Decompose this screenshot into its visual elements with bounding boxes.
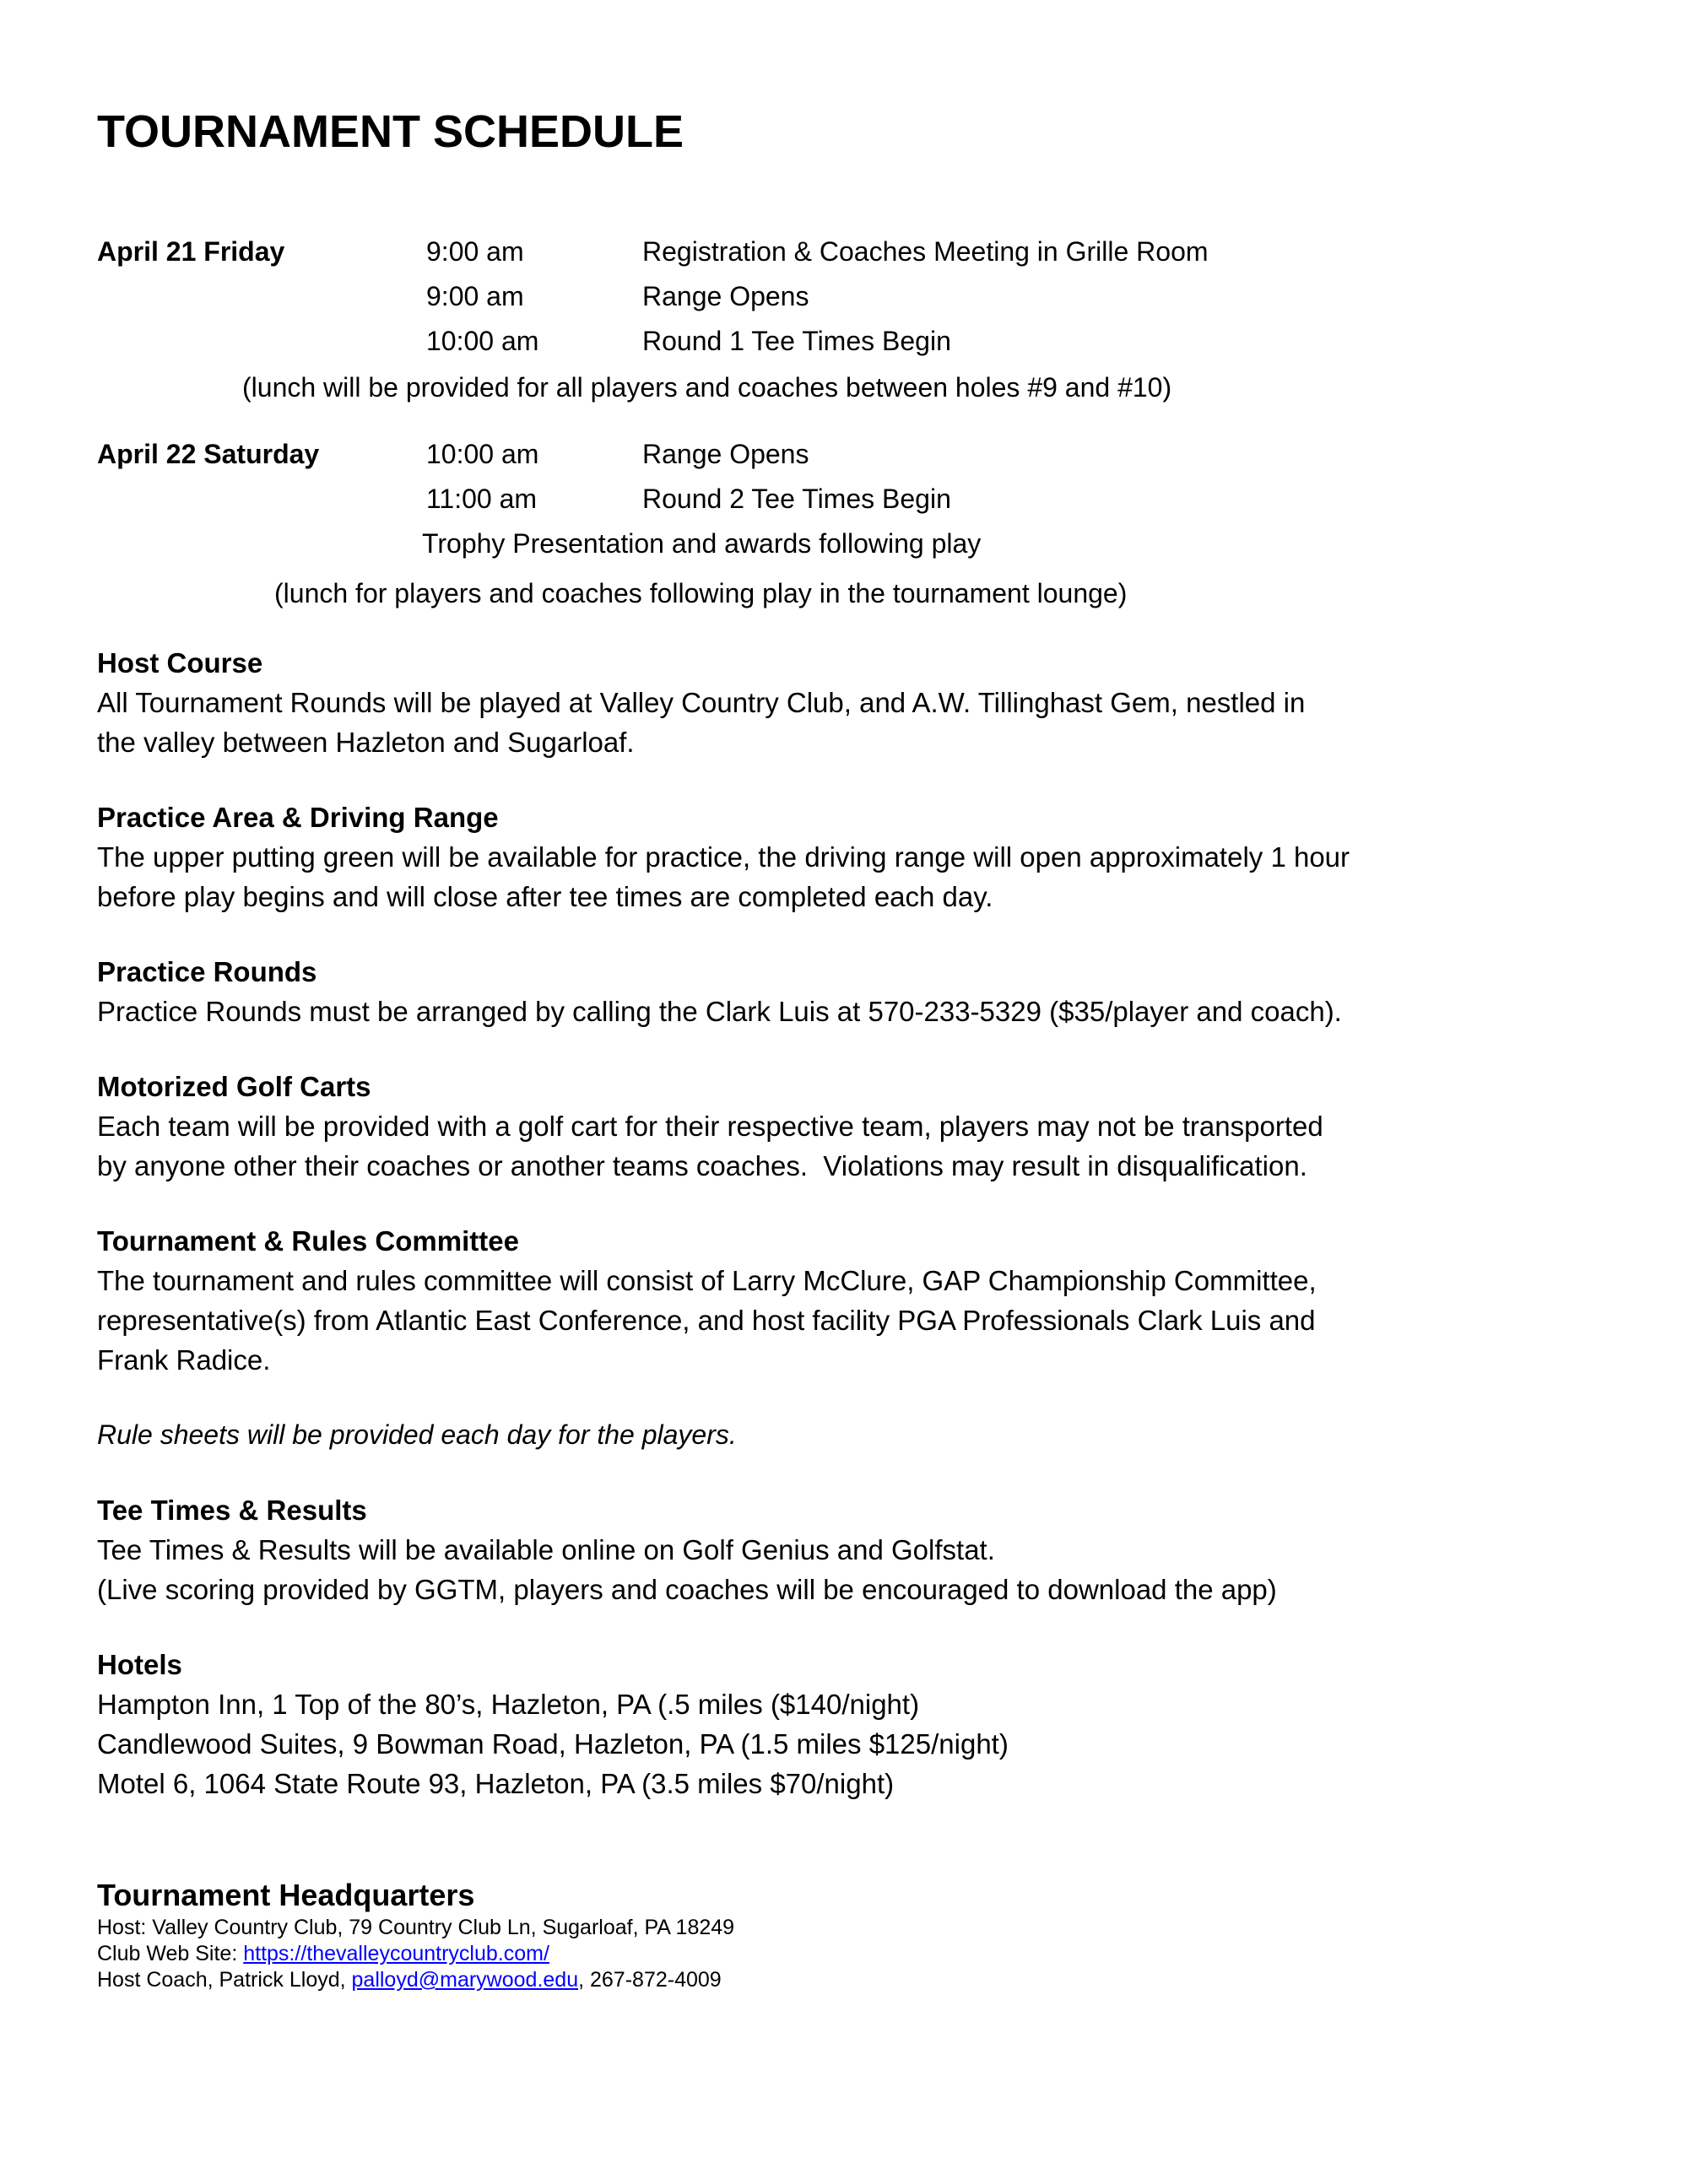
host-coach-line: [97, 1967, 1620, 1993]
section-line: Practice Rounds must be arranged by calling the Clark Luis at 570-233-5329 ($35/player and coach).: [97, 996, 1342, 1027]
section-line: Each team will be provided with a golf cart for their respective team, players may not be transported: [97, 1111, 1323, 1142]
section-line: The tournament and rules committee will consist of Larry McClure, GAP Championship Committee,: [97, 1265, 1317, 1296]
section-heading: Motorized Golf Carts: [97, 1071, 371, 1102]
time-label: 9:00 am: [426, 236, 524, 267]
time-label: 11:00 am: [426, 484, 538, 514]
day-label: [97, 274, 426, 319]
club-website-line: [97, 1941, 1620, 1967]
section-golf-carts: [97, 1067, 1620, 1186]
event-label: Range Opens: [642, 281, 809, 311]
host-coach-label: Host Coach, Patrick Lloyd,: [97, 1968, 352, 1992]
event-label: Range Opens: [642, 439, 809, 469]
section-heading: Host Course: [97, 647, 263, 678]
lunch-note: (lunch for players and coaches following play in the tournament lounge): [274, 578, 1128, 608]
section-line: by anyone other their coaches or another teams coaches. Violations may result in disqualification.: [97, 1150, 1307, 1181]
hotel-line: Motel 6, 1064 State Route 93, Hazleton, PA (3.5 miles $70/night): [97, 1768, 895, 1799]
time-label: 10:00 am: [426, 439, 539, 469]
schedule-row: [97, 274, 1620, 319]
section-line: Frank Radice.: [97, 1344, 271, 1376]
section-practice-rounds: [97, 952, 1620, 1031]
headquarters-heading: Tournament Headquarters: [97, 1878, 475, 1912]
page-title: TOURNAMENT SCHEDULE: [97, 106, 684, 157]
section-heading: Practice Area & Driving Range: [97, 802, 499, 833]
section-line: the valley between Hazleton and Sugarloaf.: [97, 727, 635, 758]
section-line: All Tournament Rounds will be played at Valley Country Club, and A.W. Tillinghast Gem, nestled in: [97, 687, 1306, 718]
section-hotels: [97, 1645, 1620, 1803]
hotel-line: Hampton Inn, 1 Top of the 80’s, Hazleton, PA (.5 miles ($140/night): [97, 1689, 920, 1720]
schedule-day-1: [97, 230, 1620, 402]
section-line: representative(s) from Atlantic East Conference, and host facility PGA Professionals Clark Luis and: [97, 1305, 1316, 1336]
section-line: The upper putting green will be available for practice, the driving range will open approximately 1 hour: [97, 841, 1350, 873]
section-host-course: [97, 643, 1620, 762]
schedule-row: [97, 432, 1620, 477]
section-heading: Practice Rounds: [97, 956, 317, 987]
club-website-label: Club Web Site:: [97, 1942, 244, 1965]
hotel-line: Candlewood Suites, 9 Bowman Road, Hazleton, PA (1.5 miles $125/night): [97, 1728, 1009, 1760]
rules-note: Rule sheets will be provided each day for the players.: [97, 1419, 737, 1450]
time-label: 9:00 am: [426, 281, 524, 311]
schedule-row: [97, 230, 1620, 274]
trophy-presentation-line: Trophy Presentation and awards following play: [422, 528, 982, 559]
section-line: (Live scoring provided by GGTM, players and coaches will be encouraged to download the app): [97, 1574, 1277, 1605]
schedule-row: [97, 319, 1620, 364]
section-line: before play begins and will close after tee times are completed each day.: [97, 881, 993, 912]
section-heading: Tournament & Rules Committee: [97, 1225, 519, 1257]
time-label: 10:00 am: [426, 326, 539, 356]
section-headquarters: [97, 1876, 1620, 1993]
club-website-link[interactable]: https://thevalleycountryclub.com/: [243, 1942, 549, 1965]
day-label: [97, 477, 426, 522]
lunch-note: (lunch will be provided for all players and coaches between holes #9 and #10): [242, 372, 1172, 403]
section-heading: Tee Times & Results: [97, 1495, 367, 1526]
day-label: [97, 319, 426, 364]
section-heading: Hotels: [97, 1649, 182, 1680]
section-practice-area: [97, 797, 1620, 916]
schedule-row: [97, 477, 1620, 522]
section-tee-times: [97, 1490, 1620, 1609]
event-label: Registration & Coaches Meeting in Grille Room: [642, 236, 1209, 267]
section-rules-committee: [97, 1221, 1620, 1380]
event-label: Round 1 Tee Times Begin: [642, 326, 951, 356]
day-label: April 22 Saturday: [97, 439, 320, 469]
event-label: Round 2 Tee Times Begin: [642, 484, 951, 514]
day-label: April 21 Friday: [97, 236, 285, 267]
section-line: Tee Times & Results will be available online on Golf Genius and Golfstat.: [97, 1534, 995, 1565]
schedule-day-2: [97, 432, 1620, 608]
email-link[interactable]: palloyd@marywood.edu: [351, 1968, 579, 1992]
phone-text: , 267-872-4009: [578, 1968, 722, 1992]
host-line: Host: Valley Country Club, 79 Country Club Ln, Sugarloaf, PA 18249: [97, 1916, 735, 1939]
